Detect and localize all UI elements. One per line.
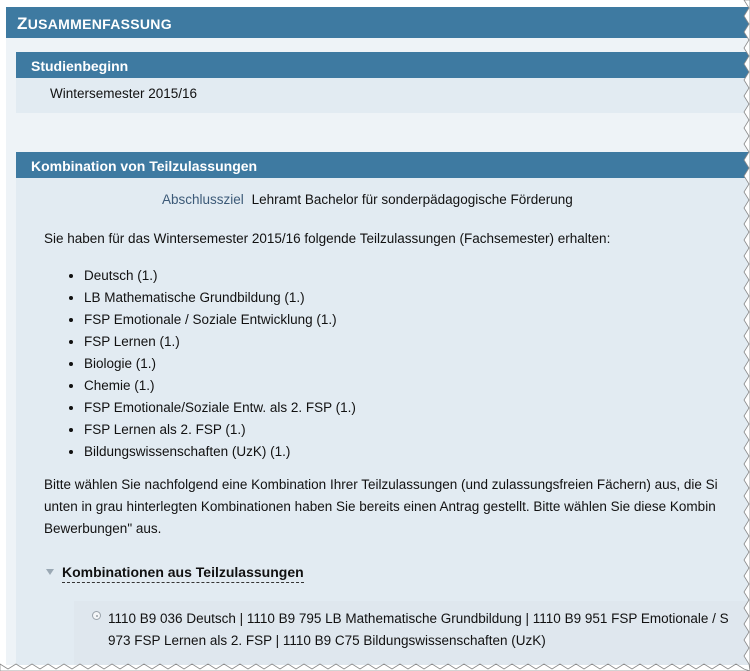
abschlussziel-row — [162, 192, 573, 207]
combination-option-line[interactable]: 1110 B9 036 Deutsch | 1110 B9 795 LB Mathematische Grundbildung | 1110 B9 951 FSP Emotionale / S — [108, 611, 729, 626]
summary-header-initial: Z — [17, 14, 28, 33]
combination-option-line[interactable]: 973 FSP Lernen als 2. FSP | 1110 B9 C75 Bildungswissenschaften (UzK) — [108, 633, 546, 648]
kombination-body — [16, 178, 750, 665]
triangle-down-icon[interactable] — [46, 569, 54, 575]
admissions-list — [64, 265, 356, 463]
summary-page — [6, 7, 750, 665]
instructions-line: Bitte wählen Sie nachfolgend eine Kombination Ihrer Teilzulassungen (und zulassungsfreien Fächern) aus, die Si — [44, 477, 718, 492]
combination-option-label[interactable] — [108, 608, 729, 652]
list-item: • Bildungswissenschaften (UzK) (1.) — [84, 441, 356, 463]
studienbeginn-section — [16, 52, 750, 113]
selection-instructions — [44, 474, 718, 540]
combinations-toggle-label[interactable]: Kombinationen aus Teilzulassungen — [62, 564, 304, 583]
list-item: • FSP Lernen als 2. FSP (1.) — [84, 419, 356, 441]
list-item: • Biologie (1.) — [84, 353, 356, 375]
list-item: • Deutsch (1.) — [84, 265, 356, 287]
kombination-section — [16, 152, 750, 665]
studienbeginn-header: Studienbeginn — [16, 52, 750, 78]
instructions-line: Bewerbungen" aus. — [44, 521, 162, 536]
list-item: • FSP Emotionale/Soziale Entw. als 2. FSP (1.) — [84, 397, 356, 419]
list-item: • FSP Emotionale / Soziale Entwicklung (1.) — [84, 309, 356, 331]
abschlussziel-label: Abschlussziel — [162, 192, 244, 207]
kombination-header: Kombination von Teilzulassungen — [16, 152, 750, 178]
abschlussziel-value: Lehramt Bachelor für sonderpädagogische Förderung — [251, 192, 573, 207]
list-item: • FSP Lernen (1.) — [84, 331, 356, 353]
combination-radio[interactable] — [92, 611, 101, 620]
list-item: • Chemie (1.) — [84, 375, 356, 397]
admissions-intro: Sie haben für das Wintersemester 2015/16 folgende Teilzulassungen (Fachsemester) erhalten: — [44, 231, 611, 246]
studienbeginn-value: Wintersemester 2015/16 — [16, 78, 750, 113]
torn-edge-bottom — [0, 661, 750, 671]
list-item: • LB Mathematische Grundbildung (1.) — [84, 287, 356, 309]
combination-option[interactable] — [74, 601, 750, 665]
summary-header-rest: USAMMENFASSUNG — [27, 16, 172, 32]
summary-header — [6, 7, 750, 38]
torn-edge-right — [740, 0, 750, 671]
instructions-line: unten in grau hinterlegten Kombinationen haben Sie bereits einen Antrag gestellt. Bitte wählen Sie diese Kombin — [44, 499, 716, 514]
combinations-toggle[interactable] — [46, 564, 304, 580]
